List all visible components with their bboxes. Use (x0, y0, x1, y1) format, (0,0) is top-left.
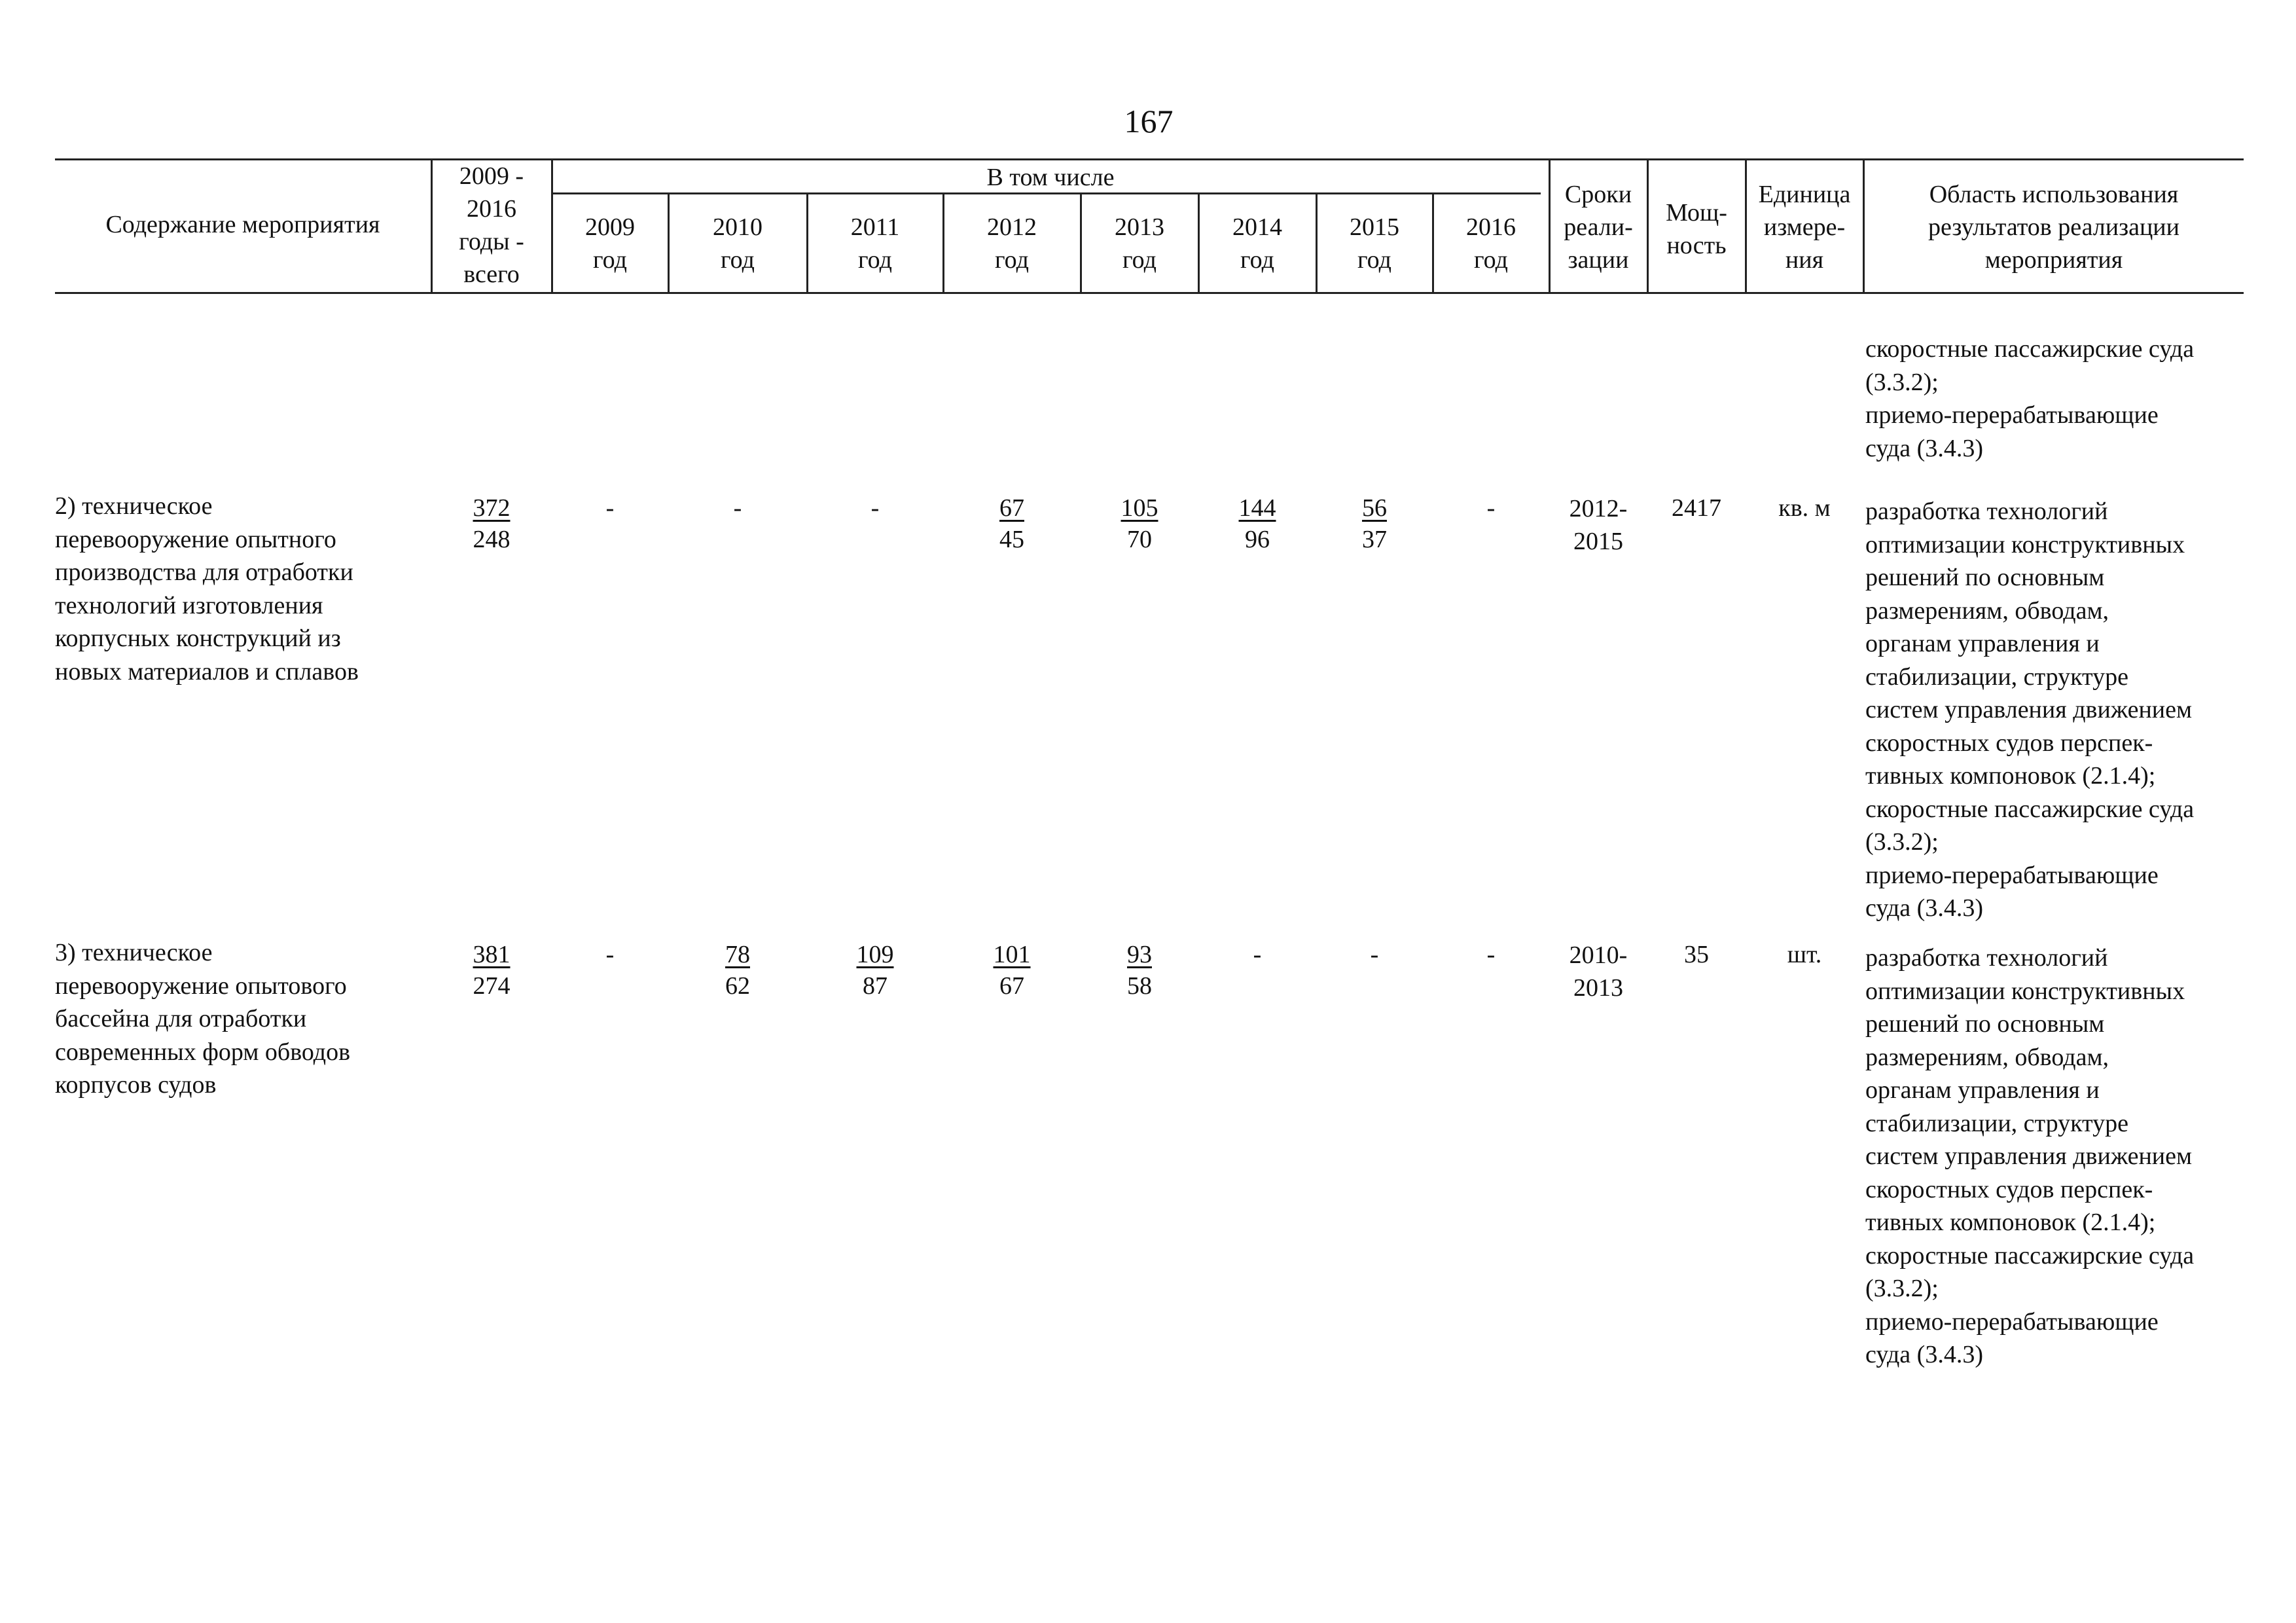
header-year-2015: 2015 год (1350, 213, 1399, 274)
row-unit: шт. (1787, 941, 1822, 968)
header-terms: Сроки реали- зации (1564, 181, 1633, 274)
row-content: 3) техническое перевооружение опытового бассейна для отработки современных форм обводов корпусов судов (55, 939, 351, 1099)
year-2015-value: 56 37 (1362, 494, 1387, 553)
year-2016-value: - (1486, 941, 1496, 968)
year-2013-value: 93 58 (1127, 941, 1152, 1000)
row-content: 2) техническое перевооружение опытного производства для отработки технологий изготовления корпусных конструкций из новых материалов и сплавов (55, 492, 359, 685)
header-year-2011: 2011 год (850, 213, 900, 274)
header-year-2014: 2014 год (1232, 213, 1282, 274)
year-2015-value: - (1370, 941, 1379, 968)
header-group: В том числе (986, 164, 1115, 191)
header-year-2012: 2012 год (987, 213, 1037, 274)
header-unit: Единица измере- ния (1758, 181, 1851, 274)
year-2010-value: 78 62 (725, 941, 750, 1000)
row-terms: 2012- 2015 (1569, 495, 1628, 555)
header-area: Область использования результатов реализации мероприятия (1928, 181, 2179, 274)
year-2012-value: 67 45 (999, 494, 1024, 553)
header-bottom-rule (55, 292, 2244, 294)
row-power: 35 (1684, 941, 1709, 968)
page-number: 167 (1124, 103, 1174, 139)
year-2010-value: - (733, 494, 742, 522)
header-year-2016: 2016 год (1466, 213, 1516, 274)
carryover-area-text: скоростные пассажирские суда (3.3.2); приемо-перерабатывающие суда (3.4.3) (1865, 335, 2195, 462)
row-area: разработка технологий оптимизации конструктивных решений по основным размерениям, обводам, органам управления и стабилизации, структуре систем управления движением скоростных судов перспек- тивных компоновок (2.1.4); скоростные пассажирские суда (3.3.2); приемо-перерабатывающие суда (3.4.3) (1865, 498, 2195, 922)
row-unit: кв. м (1778, 494, 1831, 522)
year-2014-value: 144 96 (1238, 494, 1276, 553)
row-total: 381 274 (473, 941, 511, 1000)
year-2009-value: - (605, 494, 615, 522)
header-year-2009: 2009 год (585, 213, 635, 274)
header-content: Содержание мероприятия (105, 211, 380, 238)
row-power: 2417 (1672, 494, 1721, 522)
year-2011-value: 109 87 (856, 941, 894, 1000)
year-2009-value: - (605, 941, 615, 968)
row-area: разработка технологий оптимизации конструктивных решений по основным размерениям, обводам, органам управления и стабилизации, структуре систем управления движением скоростных судов перспек- тивных компоновок (2.1.4); скоростные пассажирские суда (3.3.2); приемо-перерабатывающие суда (3.4.3) (1865, 944, 2195, 1368)
year-2011-value: - (870, 494, 880, 522)
header-year-2013: 2013 год (1115, 213, 1164, 274)
header-year-2010: 2010 год (713, 213, 762, 274)
year-2013-value: 105 70 (1121, 494, 1158, 553)
year-2016-value: - (1486, 494, 1496, 522)
row-terms: 2010- 2013 (1569, 941, 1628, 1002)
header-power: Мощ- ность (1666, 199, 1727, 259)
year-2012-value: 101 67 (993, 941, 1031, 1000)
header-top-rule (55, 158, 2244, 160)
header-total: 2009 - 2016 годы - всего (459, 162, 524, 288)
year-2014-value: - (1253, 941, 1262, 968)
row-total: 372 248 (473, 494, 511, 553)
